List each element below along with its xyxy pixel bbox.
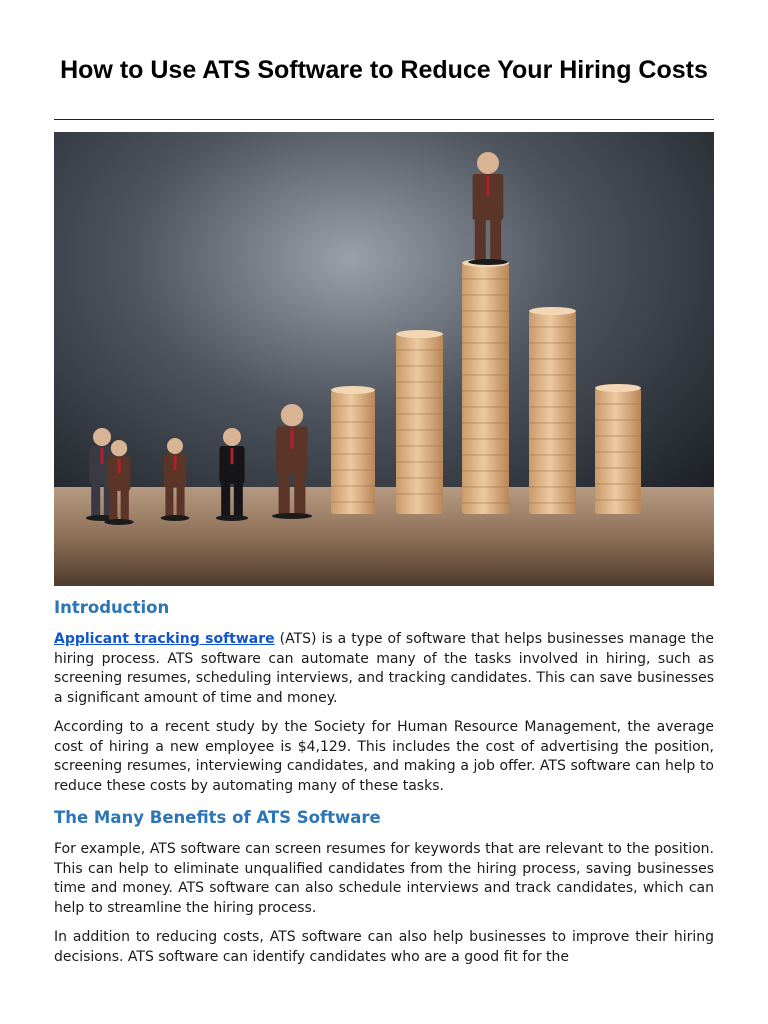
- wooden-block-column: [331, 386, 375, 514]
- benefits-paragraph-2: In addition to reducing costs, ATS software can also help businesses to improve their hiring decisions. ATS software can identify candidates who are a good fit for the: [54, 929, 714, 965]
- document-title: How to Use ATS Software to Reduce Your Hiring Costs: [60, 56, 708, 84]
- wooden-block-column: [462, 259, 509, 514]
- wooden-block-column: [529, 307, 576, 514]
- wooden-block-column: [396, 330, 443, 514]
- title-divider: [54, 119, 714, 120]
- section-heading-introduction: Introduction: [54, 598, 170, 617]
- intro-paragraph-1: [54, 630, 714, 708]
- hero-image: [54, 132, 714, 586]
- wooden-block-column: [595, 384, 641, 514]
- section-heading-benefits: The Many Benefits of ATS Software: [54, 808, 381, 827]
- benefits-paragraph-1: For example, ATS software can screen resumes for keywords that are relevant to the position. This can help to eliminate unqualified candidates from the hiring process, saving businesses time and money. ATS software can also schedule interviews and track candidates, which can help to streamline the hiring process.: [54, 841, 714, 916]
- applicant-tracking-software-link[interactable]: Applicant tracking software: [54, 631, 275, 647]
- intro-paragraph-1-text: (ATS) is a type of software that helps businesses manage the hiring process. ATS software can automate many of the tasks involved in hiring, such as screening resumes, scheduling interviews, and tracking candidates. This can save businesses a significant amount of time and money.: [54, 631, 715, 706]
- intro-paragraph-2: According to a recent study by the Society for Human Resource Management, the average cost of hiring a new employee is $4,129. This includes the cost of advertising the position, screening resumes, interviewing candidates, and making a job offer. ATS software can help to reduce these costs by automating many of these tasks.: [54, 719, 714, 794]
